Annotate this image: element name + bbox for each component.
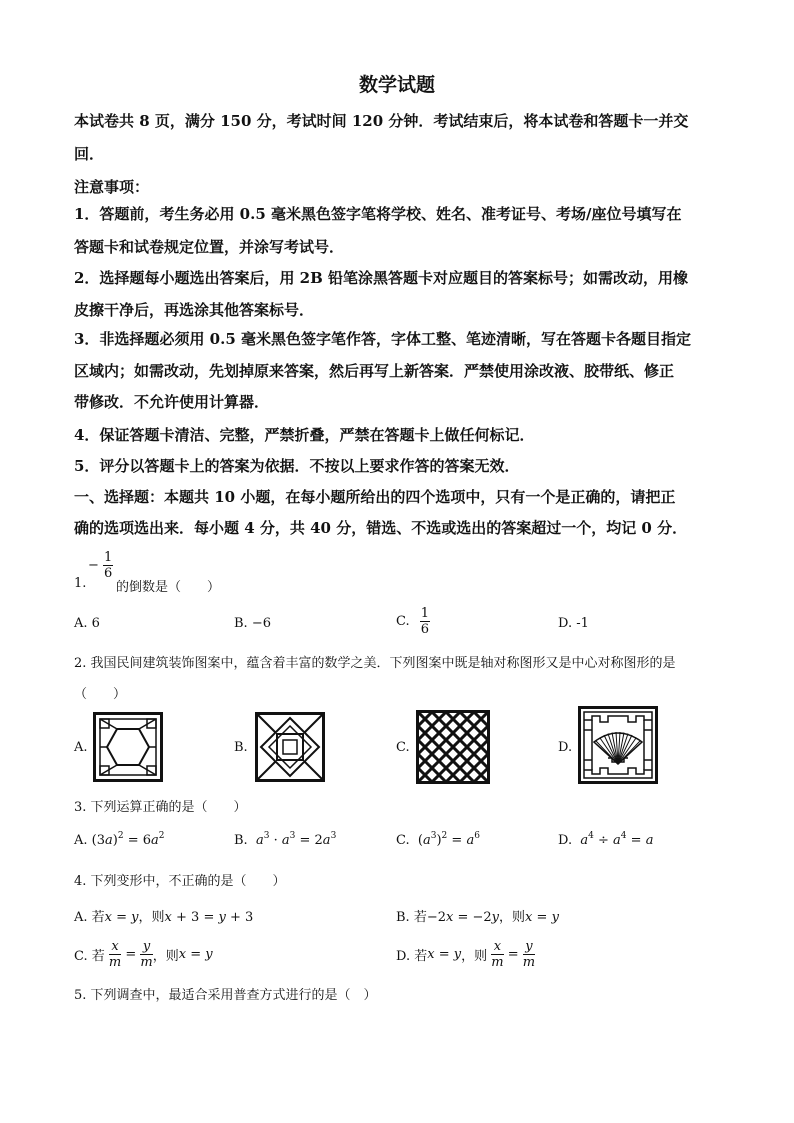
q4-option-d-then: ，则: [461, 949, 488, 964]
q3-option-a: A. $(3a)^2 = 6a^2$: [74, 831, 165, 848]
q2-option-b-label: B.: [234, 740, 248, 755]
q1-option-c-denominator: 6: [420, 622, 430, 637]
intro-line-2: 回．: [74, 145, 105, 163]
q1-fraction-denominator: 6: [104, 566, 113, 581]
q2-option-a-label: A.: [74, 740, 88, 755]
q2-option-c-label: C.: [396, 740, 410, 755]
q2-stem-line-2: （ ）: [74, 687, 127, 702]
notice-line: 2．选择题每小题选出答案后，用 2B 铅笔涂黑答题卡对应题目的答案标号；如需改动，用橡: [74, 269, 689, 287]
q4-option-c: C. 若 $\frac{x}{m}$ = $\frac{y}{m}$ ，则x = y: [74, 939, 213, 970]
q3-option-a-label: A.: [74, 833, 88, 848]
notice-line: 5．评分以答题卡上的答案为依据．不按以上要求作答的答案无效．: [74, 457, 520, 475]
q3-stem: 3. 下列运算正确的是（ ）: [74, 800, 247, 815]
q4-option-a-then: ，则: [138, 910, 165, 925]
q5-stem: 5. 下列调查中，最适合采用普查方式进行的是（ ）: [74, 988, 377, 1003]
q2-stem-line-1: 2. 我国民间建筑装饰图案中，蕴含着丰富的数学之美．下列图案中既是轴对称图形又是中心对称图形的是: [74, 656, 676, 671]
q1-number: 1.: [74, 576, 87, 591]
q4-stem: 4. 下列变形中，不正确的是（ ）: [74, 874, 286, 889]
q1-stem: 的倒数是（ ）: [116, 580, 221, 595]
q1-option-d: D. -1: [558, 616, 589, 631]
q1-fraction-sign: −: [88, 558, 99, 573]
q2-option-d-label: D.: [558, 740, 573, 755]
q1-option-c-label: C.: [396, 614, 410, 629]
q1-fraction-numerator: 1: [104, 550, 113, 565]
q3-option-b-label: B.: [234, 833, 248, 848]
q4-option-d-label: D. 若: [396, 949, 428, 964]
q2-pattern-c-image: [416, 710, 490, 784]
q3-option-c: C. $(a^3)^2 = a^6$: [396, 831, 480, 848]
q4-option-a-label: A. 若: [74, 910, 105, 925]
notice-line: 带修改．不允许使用计算器．: [74, 393, 270, 411]
notice-line: 区域内；如需改动，先划掉原来答案，然后再写上新答案．严禁使用涂改液、胶带纸、修正: [74, 362, 675, 380]
notice-line: 4．保证答题卡清洁、完整，严禁折叠，严禁在答题卡上做任何标记．: [74, 426, 535, 444]
q3-option-d-label: D.: [558, 833, 573, 848]
q1-option-b: B. −6: [234, 616, 271, 631]
q4-option-a: A. 若x = y，则x + 3 = y + 3: [74, 910, 254, 925]
q4-option-b-then: ，则: [499, 910, 526, 925]
q1-option-a: A. 6: [74, 616, 100, 631]
q3-option-b: B. $a^3 \cdot a^3 = 2a^3$: [234, 831, 337, 848]
q2-pattern-a-image: [93, 712, 163, 782]
intro-line-1: 本试卷共 8 页，满分 150 分，考试时间 120 分钟．考试结束后，将本试卷和答题卡一并交: [74, 112, 689, 130]
q4-option-c-then: ，则: [152, 949, 179, 964]
q2-pattern-b-image: [255, 712, 325, 782]
notice-heading: 注意事项：: [74, 178, 150, 196]
q3-option-d: D. $a^4 \div a^4 = a$: [558, 831, 654, 848]
notice-line: 皮擦干净后，再选涂其他答案标号．: [74, 301, 315, 319]
q1-option-c: [396, 606, 430, 637]
q4-option-b-label: B. 若: [396, 910, 427, 925]
q1-option-c-numerator: 1: [420, 606, 430, 621]
notice-line: 答题卡和试卷规定位置，并涂写考试号．: [74, 238, 345, 256]
section-line-1: 一、选择题：本题共 10 小题，在每小题所给出的四个选项中，只有一个是正确的，请把正: [74, 488, 676, 506]
q1-fraction: [88, 550, 113, 581]
section-line-2: 确的选项选出来．每小题 4 分，共 40 分，错选、不选或选出的答案超过一个，均记 0 分．: [74, 519, 688, 537]
q2-pattern-d-image: [578, 706, 658, 784]
q4-option-d: D. 若x = y，则 $\frac{x}{m}$ = $\frac{y}{m}$: [396, 939, 536, 970]
page-title: 数学试题: [358, 74, 435, 96]
notice-line: 3．非选择题必须用 0.5 毫米黑色签字笔作答，字体工整、笔迹清晰，写在答题卡各题目指定: [74, 330, 691, 348]
q4-option-b: B. 若−2x = −2y，则x = y: [396, 910, 559, 925]
q3-option-c-label: C.: [396, 833, 410, 848]
notice-line: 1．答题前，考生务必用 0.5 毫米黑色签字笔将学校、姓名、准考证号、考场/座位号填写在: [74, 205, 682, 223]
q4-option-c-label: C. 若: [74, 949, 105, 964]
